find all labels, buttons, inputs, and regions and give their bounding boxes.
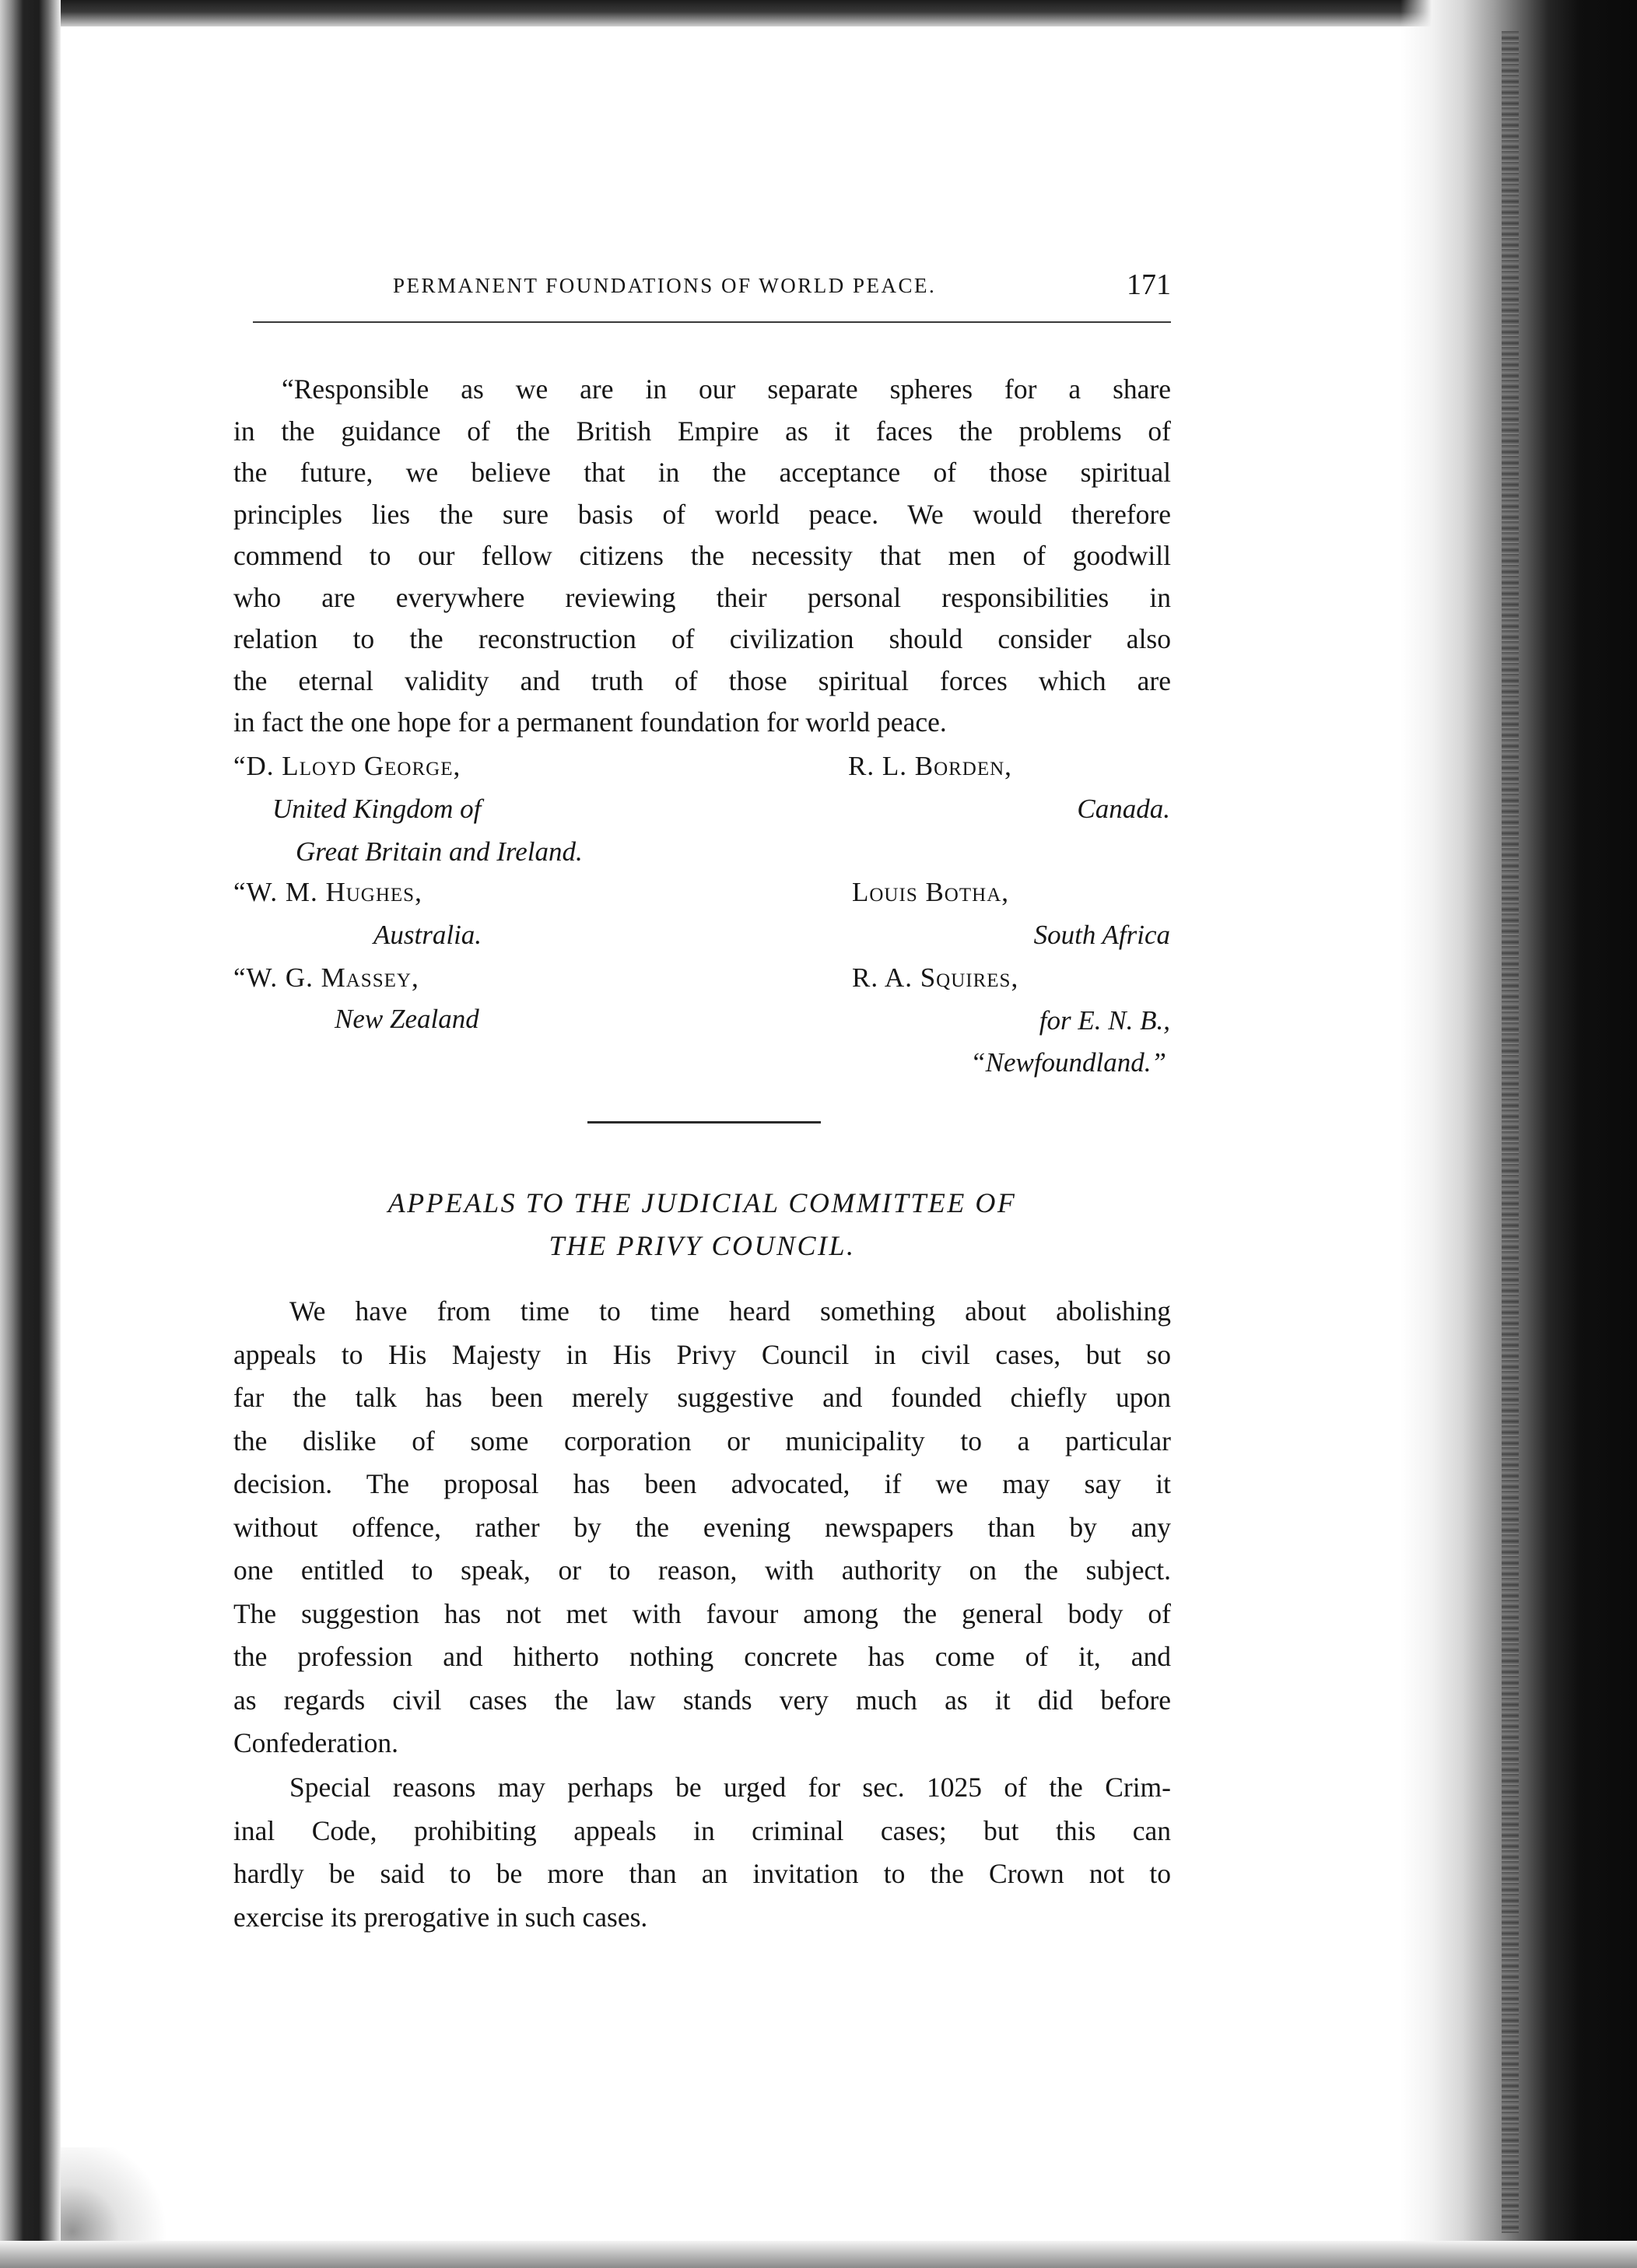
signatory-hughes [233, 877, 422, 908]
signatory-name: “W. G. Massey, [233, 962, 419, 993]
signatory-borden [848, 751, 1012, 782]
section-heading-line-1: APPEALS TO THE JUDICIAL COMMITTEE OF [387, 1187, 1017, 1218]
quote-line: in fact the one hope for a permanent foundation for world peace. [233, 706, 947, 738]
signatory-country: Australia. [373, 920, 482, 950]
signatory-name: “D. Lloyd George, [233, 751, 461, 781]
signatory-country: for E. N. B., [1039, 1005, 1170, 1036]
signatory-massey [233, 962, 419, 994]
body-line: without offence, rather by the evening newspapers than by any [233, 1511, 1171, 1543]
scan-edge-top [0, 0, 1637, 26]
scan-edge-bottom [0, 2241, 1637, 2268]
body-line: We have from time to time heard something about abolishing [289, 1295, 1171, 1327]
signatory-botha [852, 877, 1009, 908]
body-line: as regards civil cases the law stands very much as it did before [233, 1684, 1171, 1716]
signatory-squires [852, 962, 1018, 994]
body-line: inal Code, prohibiting appeals in criminal cases; but this can [233, 1814, 1171, 1846]
header-rule [253, 321, 1171, 323]
body-line: decision. The proposal has been advocated, if we may say it [233, 1468, 1171, 1499]
signatory-name: “W. M. Hughes, [233, 877, 422, 907]
scan-edge-left [0, 0, 61, 2268]
signatory-country: United Kingdom of [272, 794, 482, 824]
body-paragraph-1 [233, 1290, 1171, 1765]
body-line: appeals to His Majesty in His Privy Council in civil cases, but so [233, 1338, 1171, 1370]
body-line: the profession and hitherto nothing concrete has come of it, and [233, 1641, 1171, 1672]
body-line: hardly be said to be more than an invitation to the Crown not to [233, 1858, 1171, 1889]
signatory-country: South Africa [1033, 920, 1170, 950]
signatory-name: R. L. Borden, [848, 751, 1012, 781]
scan-edge-right [1400, 0, 1637, 2268]
scan-spine-shadow [1502, 31, 1519, 2233]
running-title: PERMANENT FOUNDATIONS OF WORLD PEACE. [393, 274, 937, 297]
quote-line: commend to our fellow citizens the necessity that men of goodwill [233, 540, 1171, 571]
section-heading-line-2: THE PRIVY COUNCIL. [549, 1230, 856, 1261]
page-number: 171 [1127, 268, 1171, 301]
signatory-name: R. A. Squires, [852, 962, 1019, 993]
quote-line: relation to the reconstruction of civilization should consider also [233, 623, 1171, 654]
body-line: exercise its prerogative in such cases. [233, 1901, 648, 1933]
body-line: Special reasons may perhaps be urged for sec. 1025 of the Crim- [289, 1772, 1171, 1803]
signatory-country: Great Britain and Ireland. [296, 836, 583, 867]
quote-line: the eternal validity and truth of those spiritual forces which are [233, 664, 1171, 696]
quote-line: who are everywhere reviewing their personal responsibilities in [233, 581, 1171, 613]
quote-line: in the guidance of the British Empire as it faces the problems of [233, 415, 1171, 447]
quote-paragraph [233, 369, 1171, 744]
signatory-country: New Zealand [335, 1004, 479, 1034]
body-line: the dislike of some corporation or municipality to a particular [233, 1425, 1171, 1456]
body-line: one entitled to speak, or to reason, with authority on the subject. [233, 1555, 1171, 1586]
section-divider [587, 1121, 821, 1123]
running-head [253, 268, 1171, 314]
body-line: Confederation. [233, 1727, 398, 1758]
quote-line: the future, we believe that in the acceptance of those spiritual [233, 457, 1171, 488]
signatory-lloyd-george [233, 751, 461, 782]
signatory-name: Louis Botha, [852, 877, 1009, 907]
quote-line: principles lies the sure basis of world peace. We would therefore [233, 498, 1171, 530]
scan-corner-smudge [61, 2147, 177, 2241]
signatory-country: “Newfoundland.” [970, 1047, 1166, 1078]
body-line: far the talk has been merely suggestive and founded chiefly upon [233, 1382, 1171, 1413]
body-line: The suggestion has not met with favour among the general body of [233, 1597, 1171, 1629]
body-paragraph-2 [233, 1766, 1171, 1939]
quote-line: “Responsible as we are in our separate spheres for a share [282, 373, 1171, 405]
signatory-country: Canada. [1077, 794, 1170, 824]
